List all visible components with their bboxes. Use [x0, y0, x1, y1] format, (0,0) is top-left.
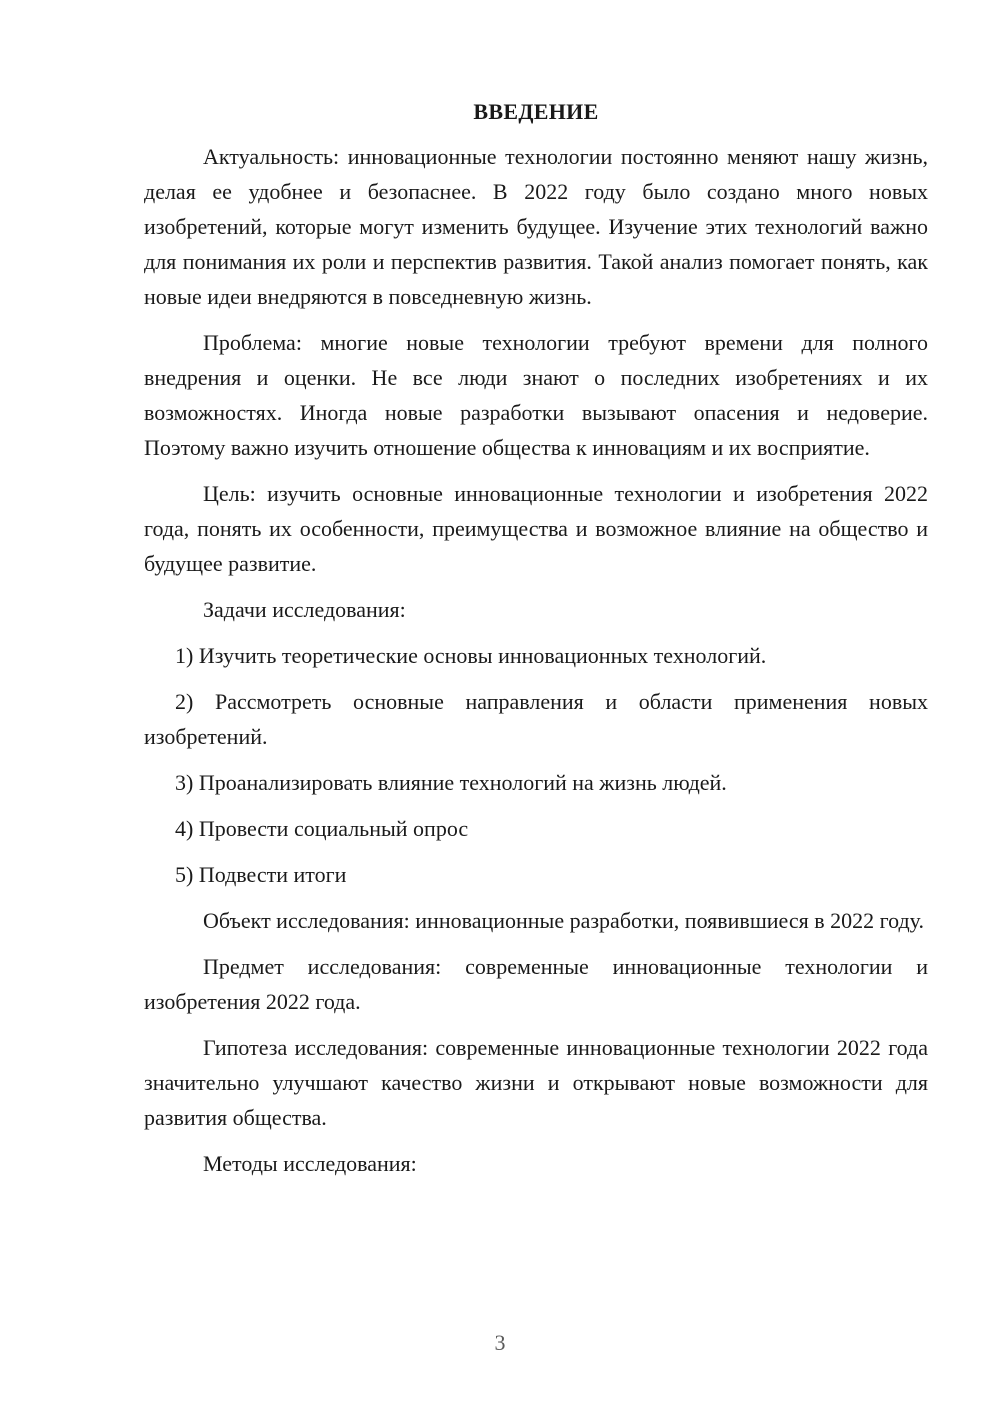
- section-title: ВВЕДЕНИЕ: [473, 99, 599, 124]
- paragraph-object: Объект исследования: инновационные разработки, появившиеся в 2022 году.: [203, 908, 924, 933]
- page-number: 3: [494, 1330, 506, 1355]
- paragraph-hypothesis: Гипотеза исследования: современные инновационные технологии 2022 года значительно улучшают качество жизни и открывают новые возможности для развития общества.: [144, 1035, 928, 1130]
- task-item: 2) Рассмотреть основные направления и области применения новых изобретений.: [144, 689, 928, 749]
- task-item: 5) Подвести итоги: [175, 862, 347, 887]
- paragraph-problem: Проблема: многие новые технологии требуют времени для полного внедрения и оценки. Не все люди знают о последних изобретениях и их возможностях. Иногда новые разработки вызывают опасения и недоверие. Поэтому важно изучить отношение общества к инновациям и их восприятие.: [144, 330, 928, 460]
- task-item: 4) Провести социальный опрос: [175, 816, 469, 841]
- task-item: 3) Проанализировать влияние технологий на жизнь людей.: [175, 770, 727, 795]
- task-item: 1) Изучить теоретические основы инновационных технологий.: [175, 643, 767, 668]
- paragraph-goal: Цель: изучить основные инновационные технологии и изобретения 2022 года, понять их особенности, преимущества и возможное влияние на общество и будущее развитие.: [144, 481, 928, 576]
- document-page: [144, 94, 928, 1192]
- paragraph-subject: Предмет исследования: современные инновационные технологии и изобретения 2022 года.: [144, 954, 928, 1014]
- paragraph-relevance: Актуальность: инновационные технологии постоянно меняют нашу жизнь, делая ее удобнее и безопаснее. В 2022 году было создано много новых изобретений, которые могут изменить будущее. Изучение этих технологий важно для понимания их роли и перспектив развития. Такой анализ помогает понять, как новые идеи внедряются в повседневную жизнь.: [144, 144, 928, 309]
- paragraph-tasks-heading: Задачи исследования:: [203, 597, 406, 622]
- paragraph-methods: Методы исследования:: [203, 1151, 417, 1176]
